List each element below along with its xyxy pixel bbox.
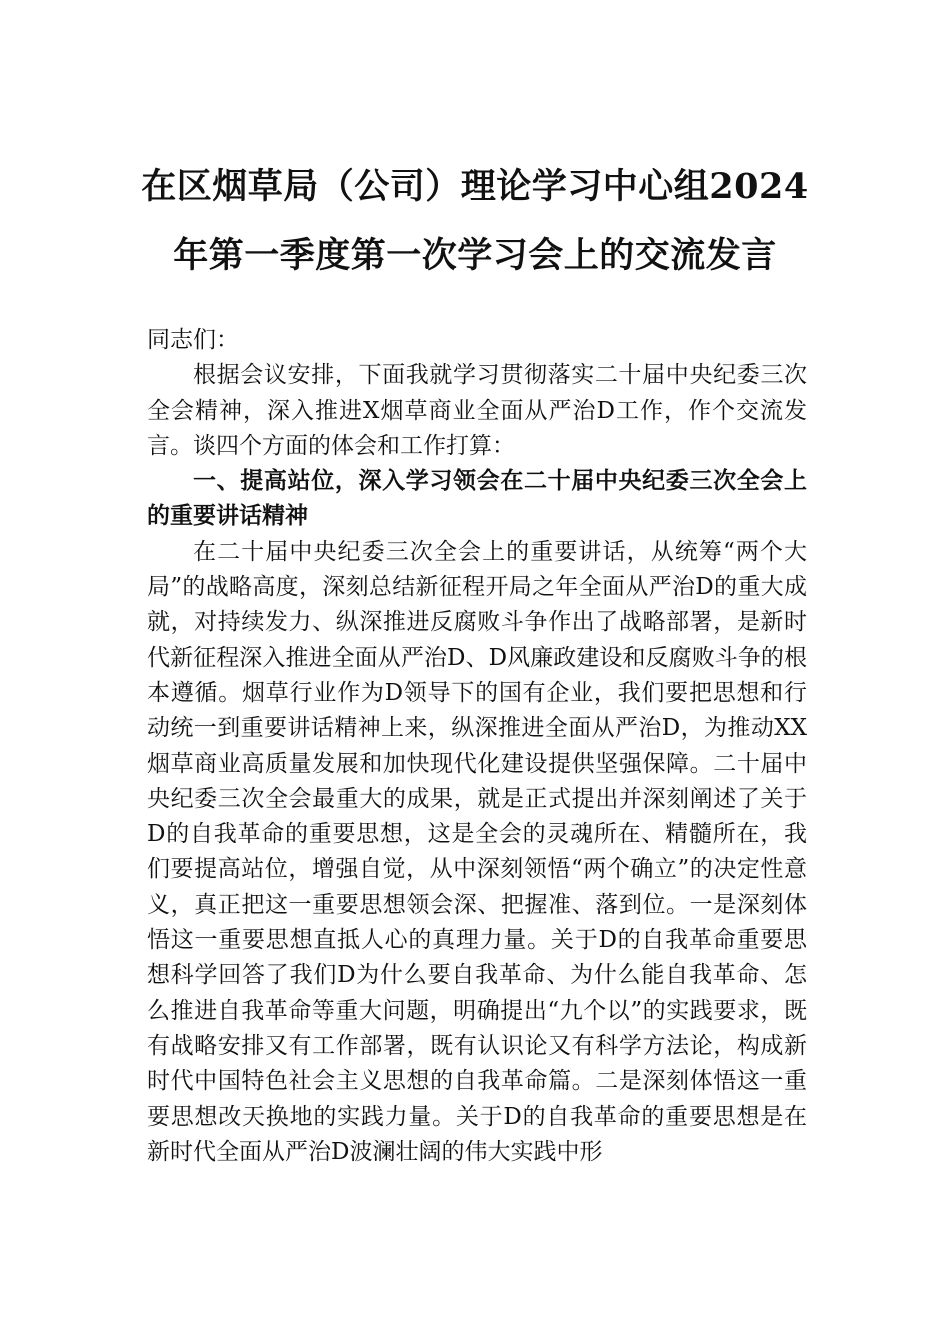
document-title [120, 152, 830, 290]
document-body [147, 323, 807, 1170]
section-heading-1: 一、提高站位，深入学习领会在二十届中央纪委三次全会上的重要讲话精神 [147, 468, 807, 530]
intro-paragraph: 根据会议安排，下面我就学习贯彻落实二十届中央纪委三次全会精神，深入推进X烟草商业全面从严治D工作，作个交流发言。谈四个方面的体会和工作打算： [147, 362, 807, 459]
title-line-1: 在区烟草局（公司）理论学习中心组2024 [141, 166, 809, 207]
section-1-paragraph: 在二十届中央纪委三次全会上的重要讲话，从统筹“两个大局”的战略高度，深刻总结新征程开局之年全面从严治D的重大成就，对持续发力、纵深推进反腐败斗争作出了战略部署，是新时代新征程深入推进全面从严治D、D风廉政建设和反腐败斗争的根本遵循。烟草行业作为D领导下的国有企业，我们要把思想和行动统一到重要讲话精神上来，纵深推进全面从严治D，为推动XX烟草商业高质量发展和加快现代化建设提供坚强保障。二十届中央纪委三次全会最重大的成果，就是正式提出并深刻阐述了关于D的自我革命的重要思想，这是全会的灵魂所在、精髓所在，我们要提高站位，增强自觉，从中深刻领悟“两个确立”的决定性意义，真正把这一重要思想领会深、把握准、落到位。一是深刻体悟这一重要思想直抵人心的真理力量。关于D的自我革命重要思想科学回答了我们D为什么要自我革命、为什么能自我革命、怎么推进自我革命等重大问题，明确提出“九个以”的实践要求，既有战略安排又有工作部署，既有认识论又有科学方法论，构成新时代中国特色社会主义思想的自我革命篇。二是深刻体悟这一重要思想改天换地的实践力量。关于D的自我革命的重要思想是在新时代全面从严治D波澜壮阔的伟大实践中形 [147, 538, 807, 1165]
title-line-2: 年第一季度第一次学习会上的交流发言 [173, 235, 777, 276]
salutation: 同志们： [147, 327, 239, 353]
